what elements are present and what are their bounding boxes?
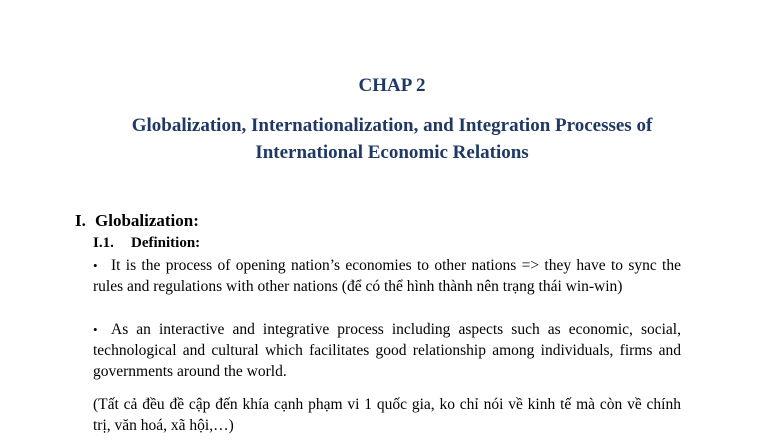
section-title: Globalization:	[95, 211, 199, 230]
chapter-subtitle: Globalization, Internationalization, and Integration Processes of International Economic Relations	[131, 115, 653, 163]
subsection-heading	[93, 235, 200, 252]
bullet-icon: •	[93, 322, 98, 337]
section-number: I.	[75, 211, 86, 230]
bullet-paragraph	[93, 255, 681, 297]
subsection-number: I.1.	[93, 235, 114, 251]
subsection-title: Definition:	[131, 235, 201, 251]
bullet-icon: •	[93, 258, 98, 273]
note-paragraph: (Tất cả đều đề cập đến khía cạnh phạm vi 1 quốc gia, ko chỉ nói về kinh tế mà còn về chính trị, văn hoá, xã hội,…)	[93, 396, 681, 434]
bullet-text: As an interactive and integrative process including aspects such as economic, social, technological and cultural which facilitates good relationship among individuals, firms and governments around the world.	[93, 321, 681, 380]
section-heading	[75, 211, 199, 231]
bullet-paragraph	[93, 319, 681, 382]
bullet-text: It is the process of opening nation’s economies to other nations => they have to sync the rules and regulations with other nations (để có thể hình thành nên trạng thái win-win)	[93, 257, 681, 295]
chapter-title: CHAP 2	[358, 75, 426, 96]
